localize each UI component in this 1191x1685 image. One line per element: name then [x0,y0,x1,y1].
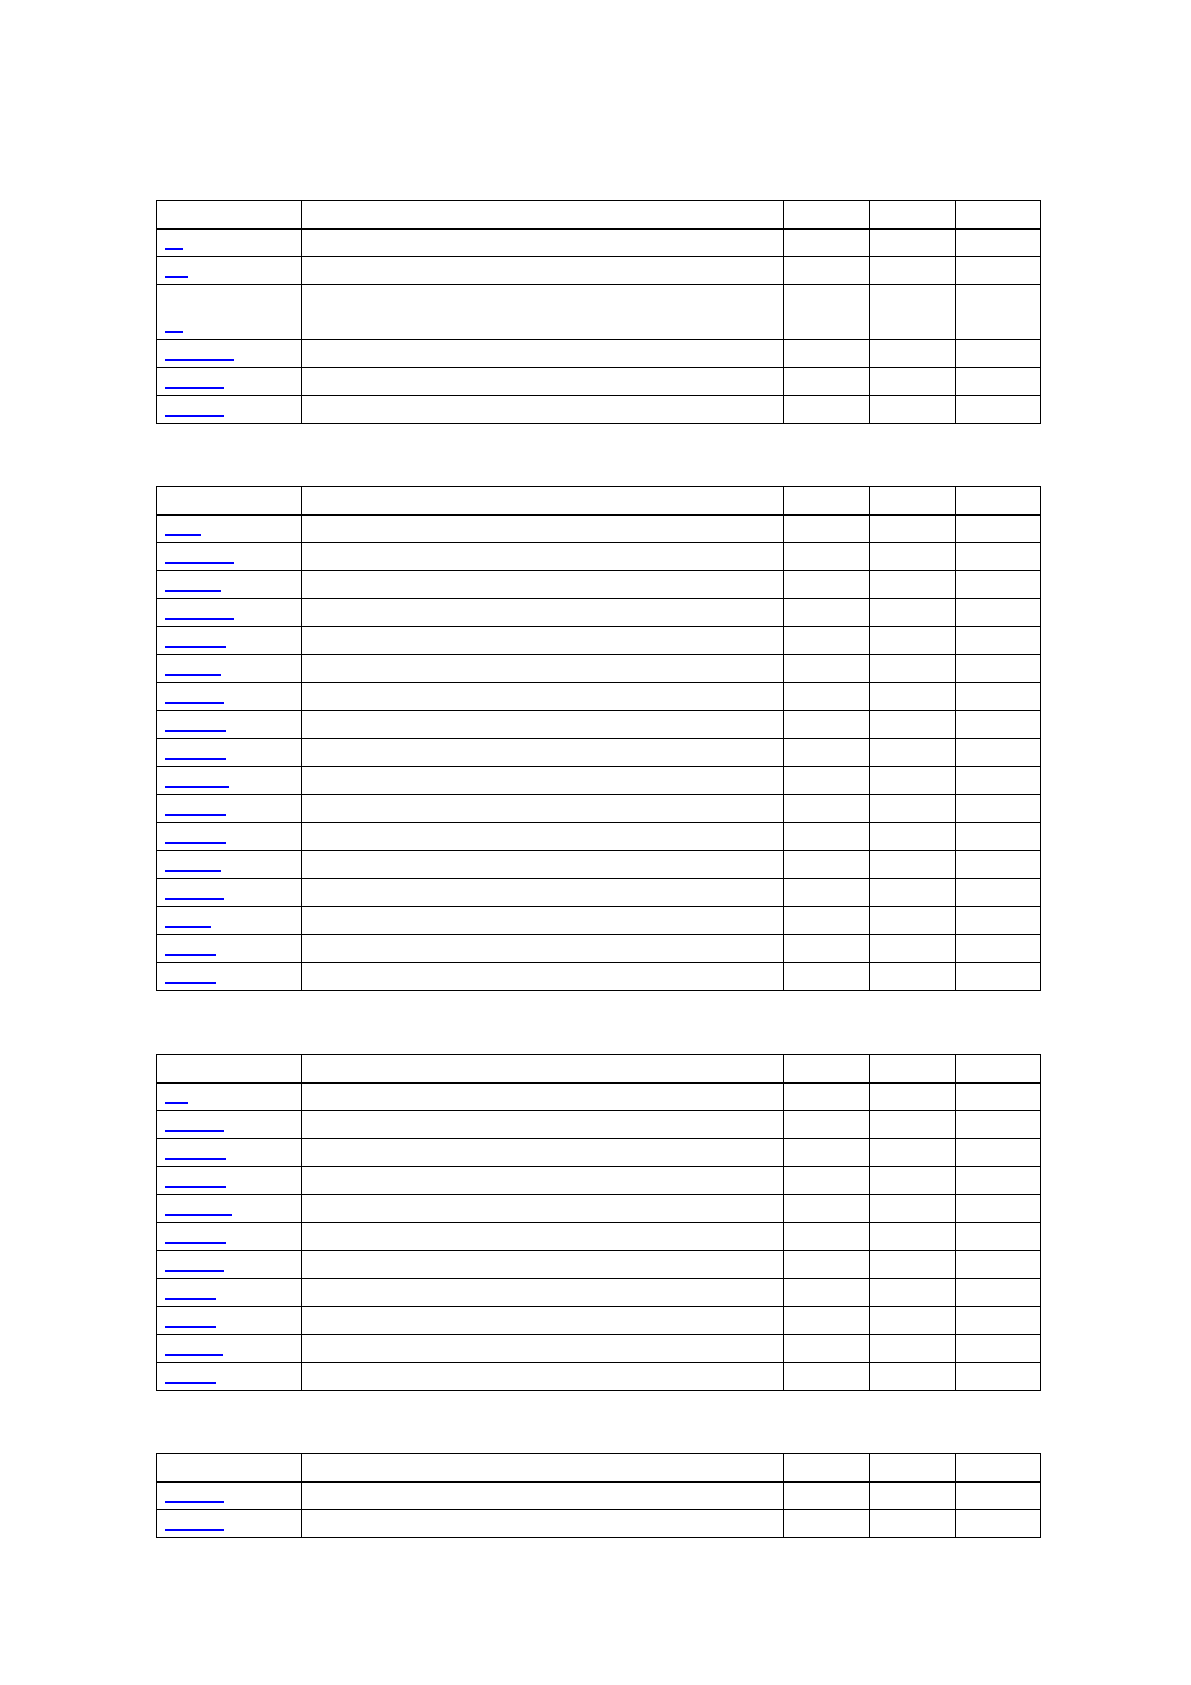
row-link-cell [157,879,302,907]
row-link[interactable] [165,1130,224,1132]
table-cell [870,711,956,739]
table-cell [956,1167,1041,1195]
table-row [157,515,1041,543]
table-cell [784,879,870,907]
table-cell [870,1279,956,1307]
row-link[interactable] [165,842,226,844]
table-cell [302,340,784,368]
header-cell [956,201,1041,229]
table-cell [302,767,784,795]
table-cell [784,739,870,767]
table-row [157,907,1041,935]
table-row [157,935,1041,963]
header-cell [302,487,784,515]
table-cell [870,543,956,571]
row-link[interactable] [165,1298,216,1300]
table-cell [956,851,1041,879]
row-link-cell [157,1279,302,1307]
table-cell [956,1111,1041,1139]
row-link-cell [157,1195,302,1223]
table-cell [302,1167,784,1195]
table-cell [870,907,956,935]
table-cell [302,683,784,711]
table-cell [956,1363,1041,1391]
table-cell [870,879,956,907]
table-cell [956,767,1041,795]
table-3 [156,1054,1041,1391]
table-cell [870,935,956,963]
row-link[interactable] [165,387,224,389]
table-row [157,823,1041,851]
table-1-body [157,201,1041,424]
row-link[interactable] [165,562,234,564]
table-cell [956,543,1041,571]
table-cell [784,1279,870,1307]
table-row [157,739,1041,767]
table-cell [784,340,870,368]
table-cell [784,907,870,935]
table-cell [302,963,784,991]
table-cell [956,683,1041,711]
row-link[interactable] [165,1326,216,1328]
table-cell [784,1139,870,1167]
table-cell [956,627,1041,655]
row-link-cell [157,229,302,257]
table-header-row [157,201,1041,229]
table-cell [870,1111,956,1139]
table-cell [784,767,870,795]
table-cell [302,257,784,285]
table-cell [870,340,956,368]
table-row [157,1195,1041,1223]
table-row [157,1111,1041,1139]
table-cell [870,599,956,627]
table-cell [302,823,784,851]
table-row [157,285,1041,340]
table-3-body [157,1055,1041,1391]
header-cell [302,1454,784,1482]
table-cell [302,543,784,571]
table-cell [956,285,1041,340]
table-row [157,1279,1041,1307]
row-link[interactable] [165,1354,223,1356]
table-cell [784,935,870,963]
table-row [157,1482,1041,1510]
table-cell [784,1111,870,1139]
table-cell [956,571,1041,599]
row-link-cell [157,739,302,767]
table-cell [784,571,870,599]
table-row [157,879,1041,907]
table-row [157,1307,1041,1335]
table-cell [784,1251,870,1279]
row-link[interactable] [165,590,221,592]
row-link-cell [157,1139,302,1167]
table-cell [784,368,870,396]
table-cell [870,1510,956,1538]
table-cell [302,907,784,935]
table-cell [956,963,1041,991]
table-cell [302,655,784,683]
row-link-cell [157,711,302,739]
table-cell [302,711,784,739]
row-link[interactable] [165,1102,188,1104]
table-cell [784,1335,870,1363]
row-link[interactable] [165,898,224,900]
table-cell [784,257,870,285]
table-cell [302,285,784,340]
row-link-cell [157,1251,302,1279]
table-cell [870,571,956,599]
table-cell [784,599,870,627]
row-link-cell [157,935,302,963]
header-cell [870,201,956,229]
table-cell [956,711,1041,739]
table-cell [870,739,956,767]
table-row [157,711,1041,739]
header-cell [157,487,302,515]
table-row [157,1363,1041,1391]
table-cell [784,963,870,991]
table-cell [302,1251,784,1279]
table-cell [784,1307,870,1335]
table-cell [302,795,784,823]
table-cell [784,1363,870,1391]
table-row [157,655,1041,683]
row-link-cell [157,1167,302,1195]
row-link[interactable] [165,786,229,788]
table-cell [956,1482,1041,1510]
table-cell [302,1083,784,1111]
table-cell [870,229,956,257]
row-link-cell [157,1335,302,1363]
table-cell [784,1167,870,1195]
table-cell [302,396,784,424]
row-link[interactable] [165,646,226,648]
table-cell [956,396,1041,424]
table-cell [956,1139,1041,1167]
table-cell [956,1083,1041,1111]
table-cell [956,340,1041,368]
table-row [157,767,1041,795]
table-cell [302,368,784,396]
table-cell [870,1251,956,1279]
table-cell [956,229,1041,257]
table-cell [784,396,870,424]
row-link-cell [157,627,302,655]
table-row [157,229,1041,257]
table-cell [784,515,870,543]
row-link[interactable] [165,415,224,417]
table-header-row [157,487,1041,515]
row-link-cell [157,515,302,543]
table-cell [870,963,956,991]
table-1 [156,200,1041,424]
table-cell [784,627,870,655]
row-link-cell [157,1111,302,1139]
table-cell [302,1139,784,1167]
table-cell [870,795,956,823]
row-link-cell [157,340,302,368]
row-link-cell [157,1482,302,1510]
table-row [157,599,1041,627]
table-cell [956,1195,1041,1223]
table-cell [870,1363,956,1391]
table-cell [870,515,956,543]
row-link-cell [157,907,302,935]
table-cell [784,683,870,711]
table-row [157,851,1041,879]
row-link[interactable] [165,758,226,760]
row-link-cell [157,1223,302,1251]
header-cell [956,1055,1041,1083]
table-row [157,571,1041,599]
row-link-cell [157,396,302,424]
row-link[interactable] [165,248,183,250]
table-cell [956,1223,1041,1251]
row-link-cell [157,1510,302,1538]
row-link[interactable] [165,1501,224,1503]
table-header-row [157,1055,1041,1083]
table-cell [956,257,1041,285]
table-row [157,1510,1041,1538]
row-link[interactable] [165,1186,226,1188]
header-cell [157,1454,302,1482]
table-cell [956,879,1041,907]
table-row [157,795,1041,823]
table-row [157,340,1041,368]
table-cell [956,1251,1041,1279]
header-cell [956,1454,1041,1482]
table-cell [870,823,956,851]
row-link[interactable] [165,814,226,816]
table-row [157,1083,1041,1111]
table-cell [870,1307,956,1335]
table-cell [784,823,870,851]
table-cell [784,1195,870,1223]
table-cell [956,1335,1041,1363]
table-cell [956,935,1041,963]
row-link[interactable] [165,359,234,361]
table-cell [302,1279,784,1307]
row-link-cell [157,543,302,571]
table-cell [302,1335,784,1363]
row-link-cell [157,823,302,851]
table-cell [302,571,784,599]
row-link-cell [157,795,302,823]
row-link-cell [157,1083,302,1111]
table-cell [302,935,784,963]
table-cell [870,1335,956,1363]
table-cell [302,515,784,543]
table-cell [302,1363,784,1391]
header-cell [157,201,302,229]
table-cell [956,1307,1041,1335]
row-link-cell [157,571,302,599]
row-link-cell [157,285,302,340]
table-row [157,396,1041,424]
row-link[interactable] [165,926,211,928]
table-cell [784,711,870,739]
table-cell [784,285,870,340]
table-cell [302,627,784,655]
row-link[interactable] [165,1529,224,1531]
table-row [157,683,1041,711]
table-cell [302,851,784,879]
table-header-row [157,1454,1041,1482]
table-row [157,963,1041,991]
row-link-cell [157,599,302,627]
header-cell [302,1055,784,1083]
table-cell [784,851,870,879]
table-cell [870,1195,956,1223]
table-row [157,368,1041,396]
row-link[interactable] [165,1382,216,1384]
table-row [157,543,1041,571]
header-cell [870,1454,956,1482]
table-cell [870,257,956,285]
table-cell [302,1223,784,1251]
table-row [157,257,1041,285]
row-link[interactable] [165,618,234,620]
table-cell [870,368,956,396]
table-cell [956,1510,1041,1538]
table-cell [956,655,1041,683]
table-cell [956,739,1041,767]
row-link[interactable] [165,954,216,956]
table-cell [956,823,1041,851]
table-cell [956,795,1041,823]
row-link-cell [157,368,302,396]
table-2 [156,486,1041,991]
table-4-body [157,1454,1041,1538]
table-cell [870,1167,956,1195]
row-link[interactable] [165,870,221,872]
row-link[interactable] [165,1270,224,1272]
table-cell [870,1482,956,1510]
row-link-cell [157,257,302,285]
table-cell [784,1083,870,1111]
row-link[interactable] [165,674,221,676]
table-cell [870,396,956,424]
header-cell [870,1055,956,1083]
header-cell [784,201,870,229]
header-cell [157,1055,302,1083]
header-cell [956,487,1041,515]
table-row [157,1251,1041,1279]
table-cell [302,1307,784,1335]
table-cell [302,1111,784,1139]
table-row [157,1223,1041,1251]
row-link[interactable] [165,730,226,732]
table-cell [870,285,956,340]
table-cell [302,1510,784,1538]
table-cell [870,1139,956,1167]
table-cell [784,1482,870,1510]
table-cell [870,655,956,683]
row-link-cell [157,851,302,879]
table-cell [302,879,784,907]
table-cell [784,795,870,823]
table-cell [870,1083,956,1111]
table-cell [784,1223,870,1251]
table-cell [784,1510,870,1538]
row-link-cell [157,767,302,795]
table-cell [956,1279,1041,1307]
table-cell [956,907,1041,935]
table-row [157,627,1041,655]
table-cell [302,599,784,627]
table-cell [302,229,784,257]
row-link[interactable] [165,276,188,278]
row-link-cell [157,683,302,711]
row-link[interactable] [165,1158,226,1160]
row-link[interactable] [165,702,224,704]
table-2-body [157,487,1041,991]
table-cell [302,1482,784,1510]
header-cell [302,201,784,229]
table-cell [956,515,1041,543]
table-cell [870,851,956,879]
row-link[interactable] [165,982,216,984]
row-link[interactable] [165,1214,232,1216]
row-link[interactable] [165,331,183,333]
table-row [157,1139,1041,1167]
table-cell [870,683,956,711]
table-cell [870,767,956,795]
header-cell [870,487,956,515]
table-row [157,1167,1041,1195]
table-cell [784,655,870,683]
table-cell [784,229,870,257]
table-cell [956,599,1041,627]
row-link[interactable] [165,534,201,536]
row-link-cell [157,1363,302,1391]
table-row [157,1335,1041,1363]
table-4 [156,1453,1041,1538]
table-cell [302,1195,784,1223]
table-cell [870,1223,956,1251]
header-cell [784,1055,870,1083]
table-cell [302,739,784,767]
header-cell [784,487,870,515]
table-cell [784,543,870,571]
row-link-cell [157,1307,302,1335]
row-link[interactable] [165,1242,226,1244]
table-cell [870,627,956,655]
row-link-cell [157,655,302,683]
table-cell [956,368,1041,396]
row-link-cell [157,963,302,991]
header-cell [784,1454,870,1482]
